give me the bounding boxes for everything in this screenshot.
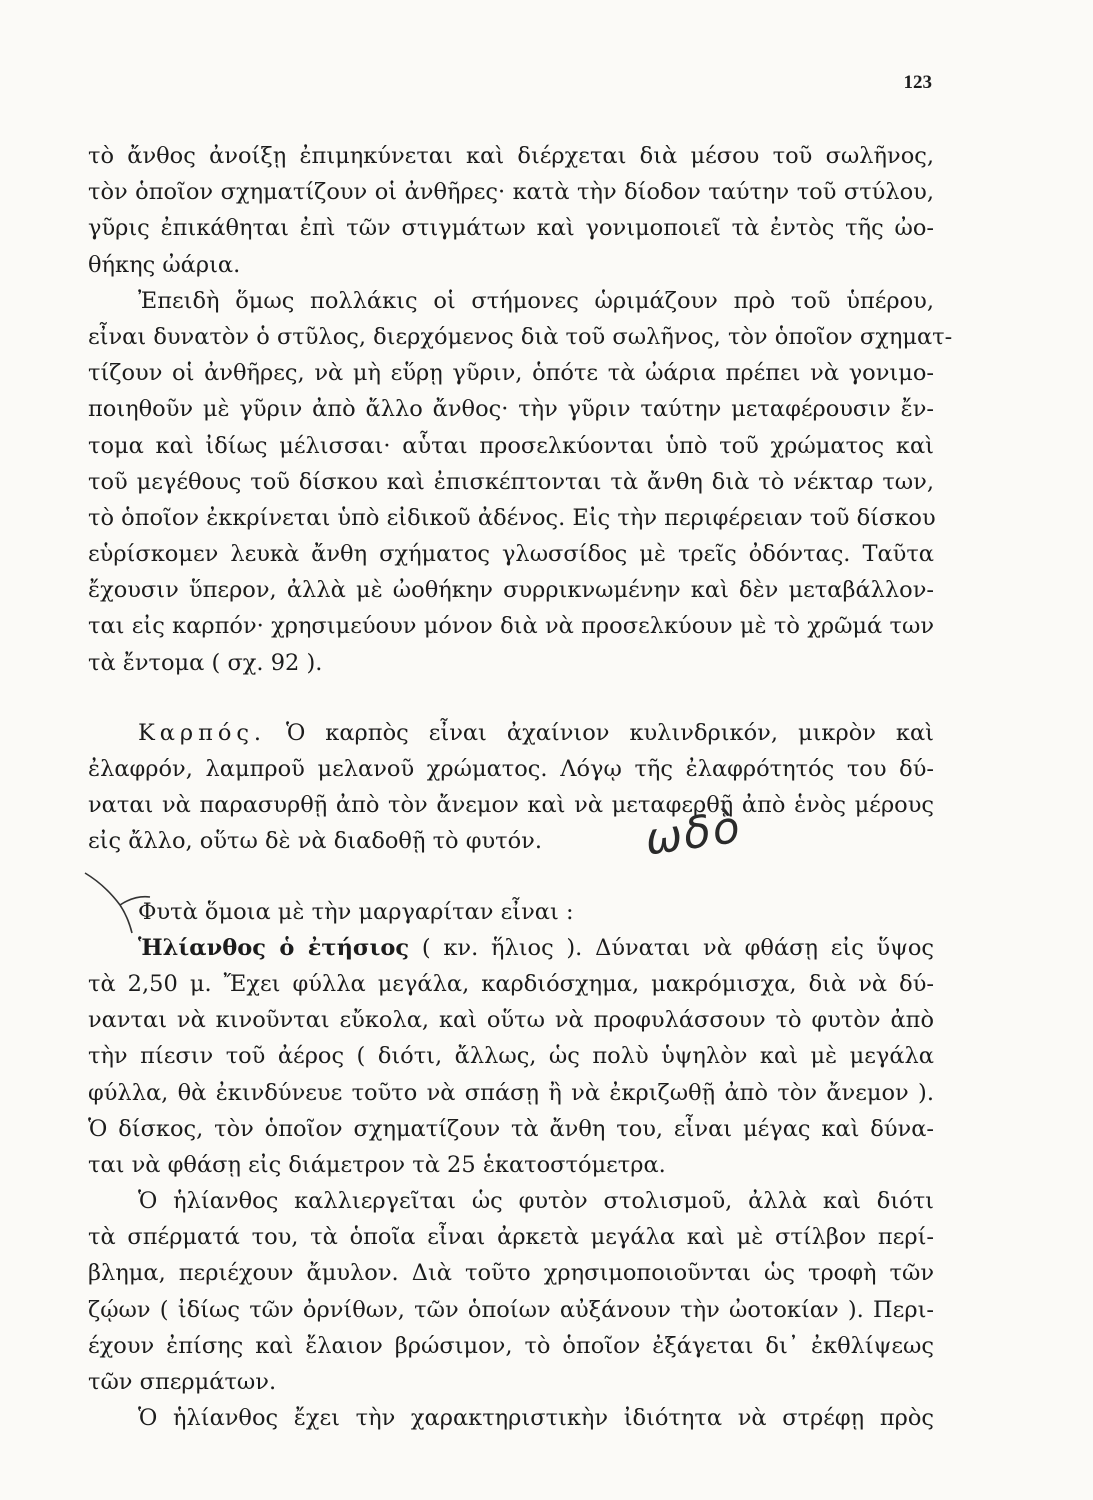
text-line: εὑρίσκομεν λευκὰ ἄνθη σχήματος γλωσσίδος μὲ τρεῖς ὀδόντας. Ταῦτα [88,541,934,568]
text-line: Ὁ ἡλίανθος καλλιεργεῖται ὡς φυτὸν στολισμοῦ, ἀλλὰ καὶ διότι [138,1188,934,1215]
text-line: Ὁ ἡλίανθος ἔχει τὴν χαρακτηριστικὴν ἰδιότητα νὰ στρέφῃ πρὸς [138,1405,934,1432]
text-line: τὰ 2,50 μ. Ἔχει φύλλα μεγάλα, καρδιόσχημα, μακρόμισχα, διὰ νὰ δύ- [88,970,934,997]
text-line: εἰς ἄλλο, οὕτω δὲ νὰ διαδοθῇ τὸ φυτόν. [88,828,542,855]
text-line: ἐλαφρόν, λαμπροῦ μελανοῦ χρώματος. Λόγῳ τῆς ἐλαφρότητός του δύ- [88,756,934,782]
text-line: ζῴων ( ἰδίως τῶν ὀρνίθων, τῶν ὁποίων αὐξάνουν τὴν ὠοτοκίαν ). Περι- [88,1296,934,1323]
text-line: τὴν πίεσιν τοῦ ἀέρος ( διότι, ἄλλως, ὡς πολὺ ὑψηλὸν καὶ μὲ μεγάλα [88,1043,934,1070]
text-line: τὸ ἄνθος ἀνοίξῃ ἐπιμηκύνεται καὶ διέρχεται διὰ μέσου τοῦ σωλῆνος, [88,143,934,169]
text-line: ποιηθοῦν μὲ γῦριν ἀπὸ ἄλλο ἄνθος· τὴν γῦριν ταύτην μεταφέρουσιν ἔν- [88,396,934,423]
text-line: Ἐπειδὴ ὅμως πολλάκις οἱ στήμονες ὡριμάζουν πρὸ τοῦ ὑπέρου, [138,287,934,314]
page-number: 123 [903,72,932,93]
handwritten-annotation: ωδὸ [641,801,745,866]
section-karpos [88,715,934,751]
text-line: Ὁ δίσκος, τὸν ὁποῖον σχηματίζουν τὰ ἄνθη του, εἶναι μέγας καὶ δύνα- [88,1115,934,1142]
text-line: τὰ σπέρματά του, τὰ ὁποῖα εἶναι ἀρκετὰ μεγάλα καὶ μὲ στίλβον περί- [88,1224,934,1251]
text-line: τὸ ὁποῖον ἐκκρίνεται ὑπὸ εἰδικοῦ ἀδένος. Εἰς τὴν περιφέρειαν τοῦ δίσκου [88,504,936,531]
text-line: τίζουν οἱ ἀνθῆρες, νὰ μὴ εὕρῃ γῦριν, ὁπότε τὰ ὠάρια πρέπει νὰ γονιμο- [88,360,934,387]
text-line: φύλλα, θὰ ἐκινδύνευε τοῦτο νὰ σπάσῃ ἢ νὰ ἐκριζωθῇ ἀπὸ τὸν ἄνεμον ). [88,1079,934,1106]
handwritten-check-mark-icon [80,855,160,935]
text-line: τοῦ μεγέθους τοῦ δίσκου καὶ ἐπισκέπτονται τὰ ἄνθη διὰ τὸ νέκταρ των, [88,468,934,495]
body-text [88,138,953,1436]
text-line: θήκης ὠάρια. [88,251,241,278]
text-line: εἶναι δυνατὸν ὁ στῦλος, διερχόμενος διὰ τοῦ σωλῆνος, τὸν ὁποῖον σχηματ- [88,323,953,350]
text-line: νανται νὰ κινοῦνται εὔκολα, καὶ οὕτω νὰ προφυλάσσουν τὸ φυτὸν ἀπὸ [88,1007,934,1034]
text-line: έχουν ἐπίσης καὶ ἔλαιον βρώσιμον, τὸ ὁποῖον ἐξάγεται δι᾽ ἐκθλίψεως [88,1332,934,1359]
text-line: τομα καὶ ἰδίως μέλισσαι· αὗται προσελκύονται ὑπὸ τοῦ χρώματος καὶ [88,432,934,459]
text-line: βλημα, περιέχουν ἄμυλον. Διὰ τοῦτο χρησιμοποιοῦνται ὡς τροφὴ τῶν [88,1260,934,1287]
section-heading-helianthos: Ἡλίανθος ὁ ἐτήσιος [138,934,410,961]
text-line: γῦρις ἐπικάθηται ἐπὶ τῶν στιγμάτων καὶ γονιμοποιεῖ τὰ ἐντὸς τῆς ὠο- [88,215,934,242]
text-line: τὰ ἔντομα ( σχ. 92 ). [88,649,323,676]
text-line: ( κν. ἥλιος ). Δύναται νὰ φθάσῃ εἰς ὕψος [421,934,934,961]
text-line: ἔχουσιν ὕπερον, ἀλλὰ μὲ ὠοθήκην συρρικνωμένην καὶ δὲν μεταβάλλον- [88,577,934,604]
section-helianthos [88,930,934,966]
text-line: Φυτὰ ὅμοια μὲ τὴν μαργαρίταν εἶναι : [138,898,574,925]
text-line: ται εἰς καρπόν· χρησιμεύουν μόνον διὰ νὰ προσελκύουν μὲ τὸ χρῶμά των [88,613,934,640]
section-heading-karpos: Καρπός. [138,719,266,746]
text-line: Ὁ καρπὸς εἶναι ἀχαίνιον κυλινδρικόν, μικρὸν καὶ [285,719,934,746]
text-line: τῶν σπερμάτων. [88,1369,277,1395]
text-line: τὸν ὁποῖον σχηματίζουν οἱ ἀνθῆρες· κατὰ τὴν δίοδον ταύτην τοῦ στύλου, [88,179,934,206]
text-line: ται νὰ φθάσῃ εἰς διάμετρον τὰ 25 ἑκατοστόμετρα. [88,1151,666,1178]
text-line: ναται νὰ παρασυρθῇ ἀπὸ τὸν ἄνεμον καὶ νὰ μεταφερθῇ ἀπὸ ἑνὸς μέρους [88,792,934,819]
